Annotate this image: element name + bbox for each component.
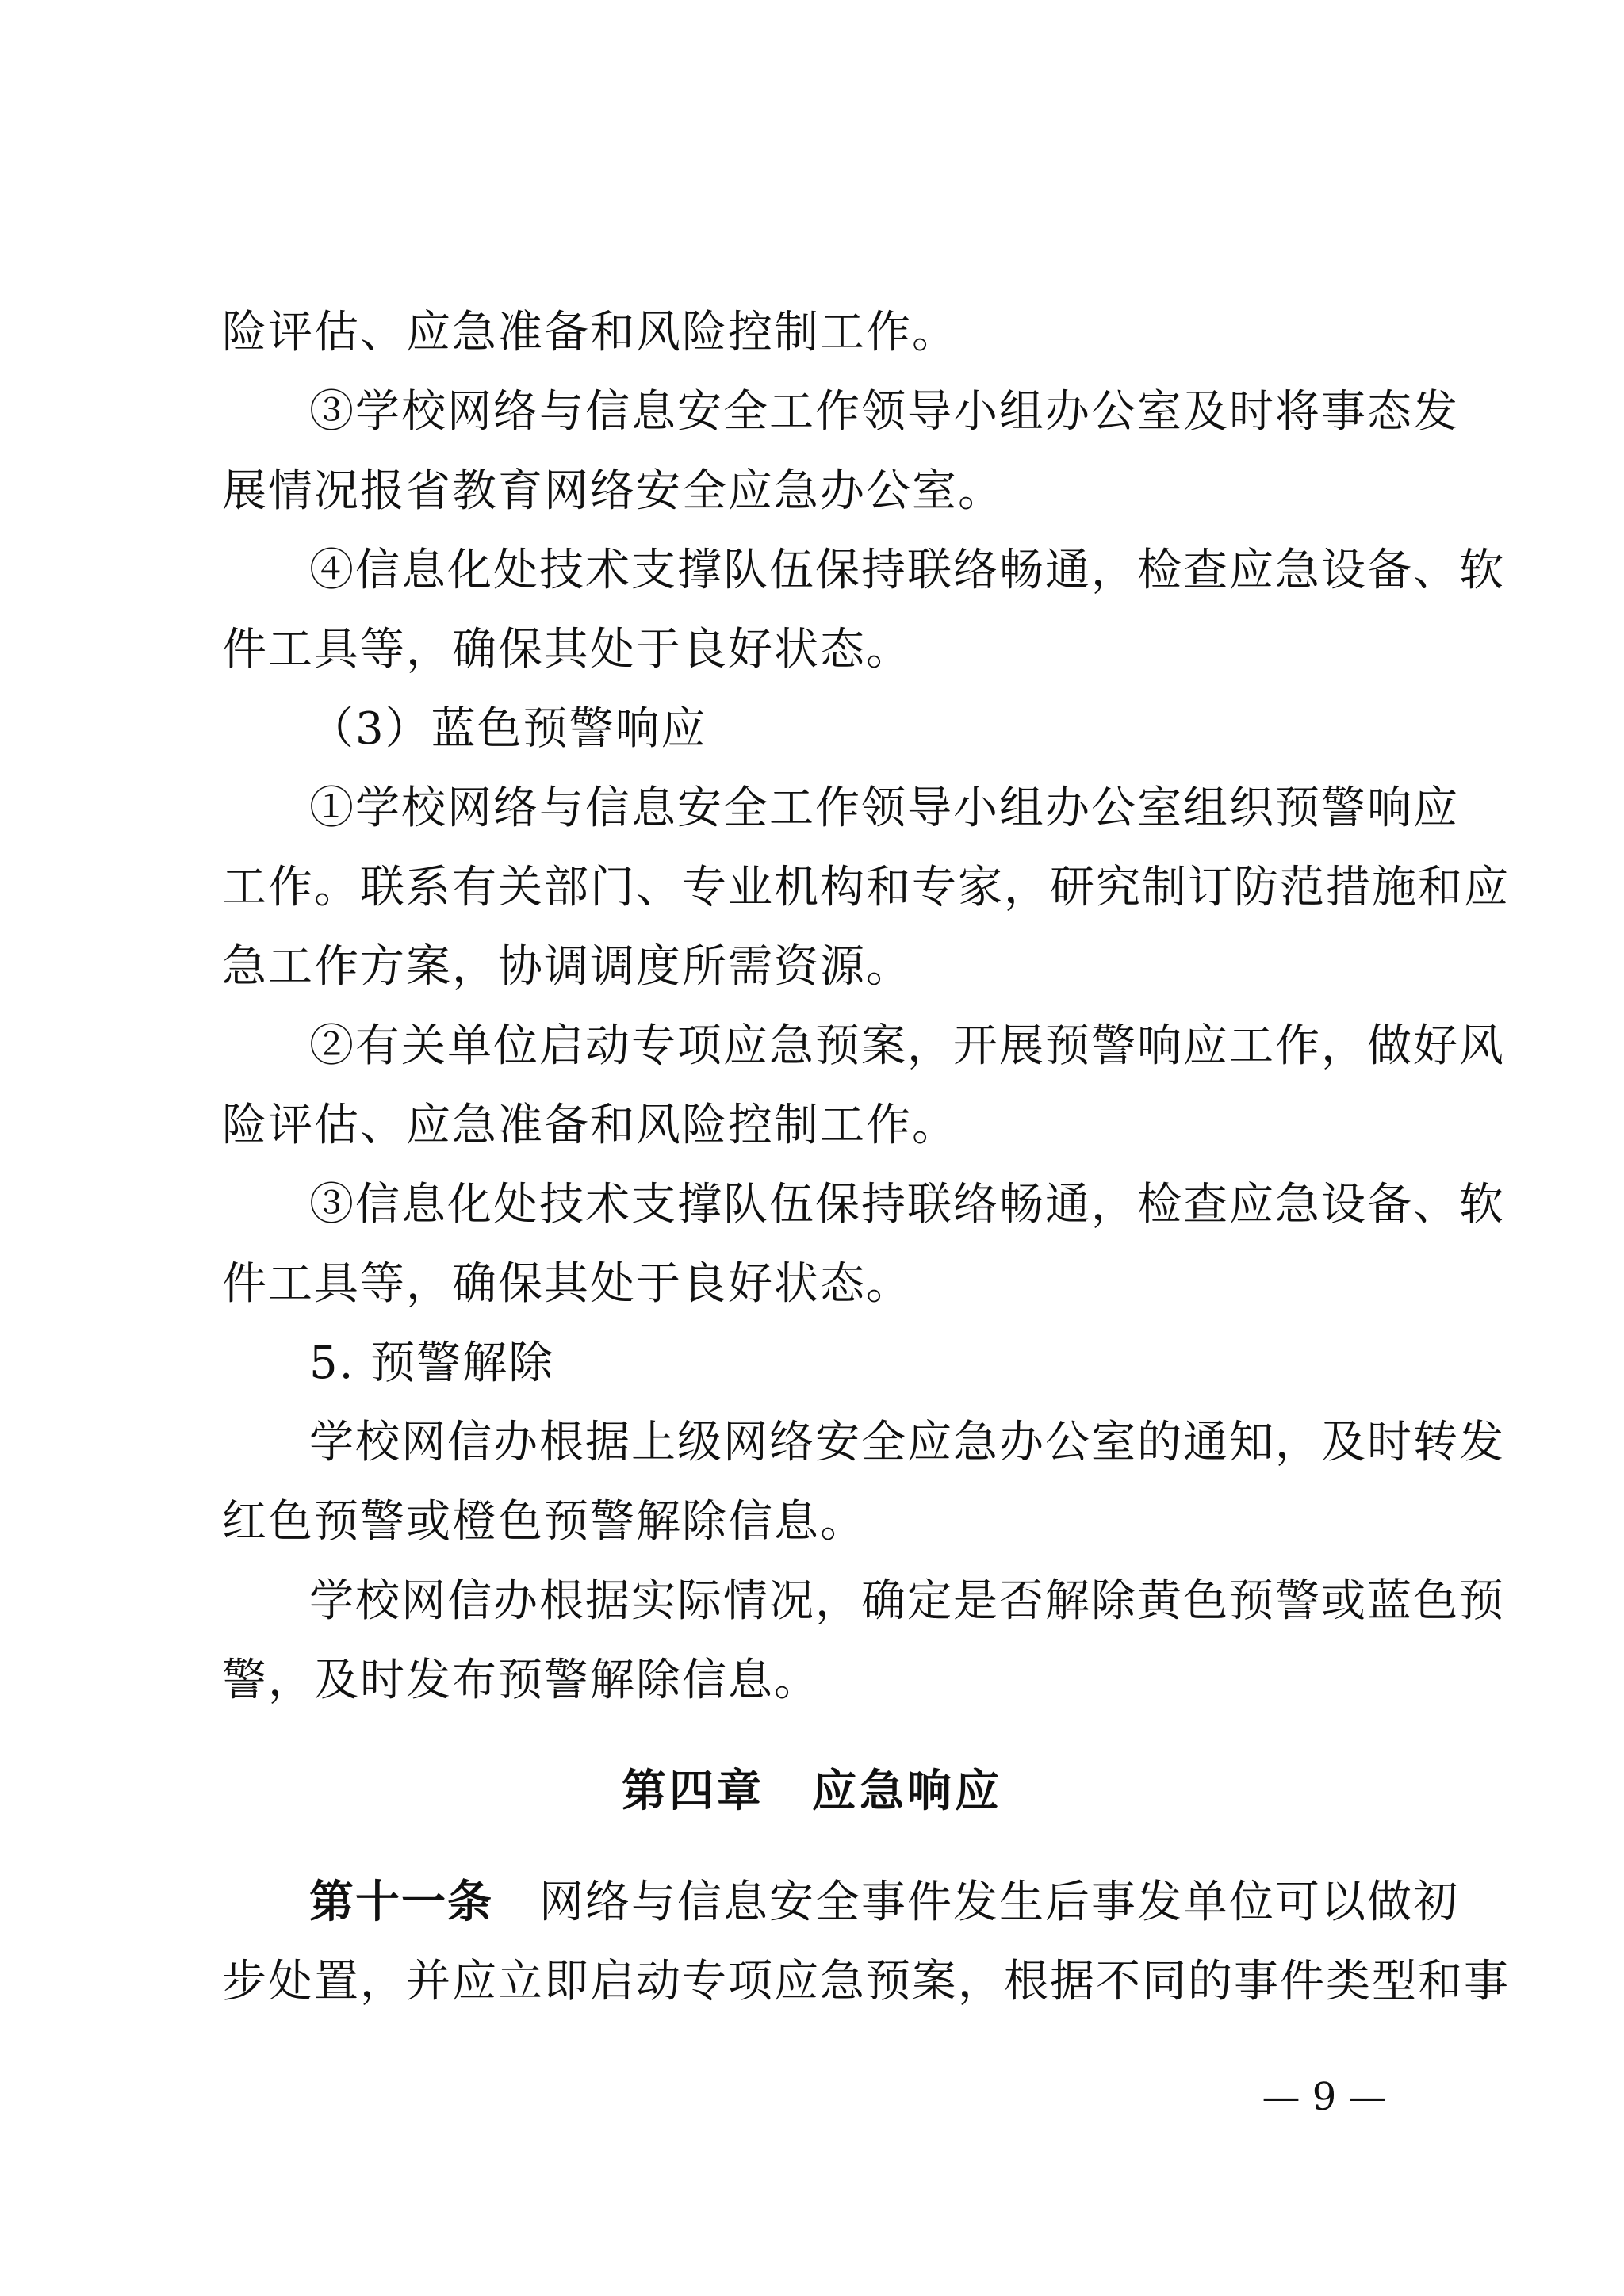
text-line-2: ③学校网络与信息安全工作领导小组办公室及时将事态发 xyxy=(309,386,1459,438)
text-line-17: 学校网信办根据实际情况，确定是否解除黄色预警或蓝色预 xyxy=(309,1575,1505,1627)
article-first-line xyxy=(309,1871,1499,1934)
text-line-9: 急工作方案，协调调度所需资源。 xyxy=(222,941,912,993)
text-line-16: 红色预警或橙色预警解除信息。 xyxy=(222,1496,866,1548)
text-line-7: ①学校网络与信息安全工作领导小组办公室组织预警响应 xyxy=(309,783,1459,834)
text-line-15: 学校网信办根据上级网络安全应急办公室的通知，及时转发 xyxy=(309,1417,1505,1468)
article-second-line: 步处置，并应立即启动专项应急预案，根据不同的事件类型和事 xyxy=(222,1956,1510,2007)
subsection-heading-blue-warning: （3）蓝色预警响应 xyxy=(309,703,707,755)
text-line-13: 件工具等，确保其处于良好状态。 xyxy=(222,1258,912,1310)
text-line-12: ③信息化处技术支撑队伍保持联络畅通，检查应急设备、软 xyxy=(309,1179,1505,1230)
text-line-11: 险评估、应急准备和风险控制工作。 xyxy=(222,1100,958,1151)
text-line-5: 件工具等，确保其处于良好状态。 xyxy=(222,624,912,675)
text-line-8: 工作。联系有关部门、专业机构和专家，研究制订防范措施和应 xyxy=(222,862,1510,913)
page-number: — 9 — xyxy=(1262,2075,1387,2119)
article-number: 第十一条 xyxy=(309,1877,493,1928)
article-text-start: 网络与信息安全事件发生后事发单位可以做初 xyxy=(493,1877,1459,1928)
text-line-4: ④信息化处技术支撑队伍保持联络畅通，检查应急设备、软 xyxy=(309,545,1505,596)
text-line-10: ②有关单位启动专项应急预案，开展预警响应工作，做好风 xyxy=(309,1020,1505,1072)
chapter-heading: 第四章 应急响应 xyxy=(622,1766,1002,1817)
text-line-1: 险评估、应急准备和风险控制工作。 xyxy=(222,307,958,358)
text-line-18: 警，及时发布预警解除信息。 xyxy=(222,1655,820,1706)
subsection-heading-warning-release: 5. 预警解除 xyxy=(309,1337,555,1389)
text-line-3: 展情况报省教育网络安全应急办公室。 xyxy=(222,465,1004,517)
